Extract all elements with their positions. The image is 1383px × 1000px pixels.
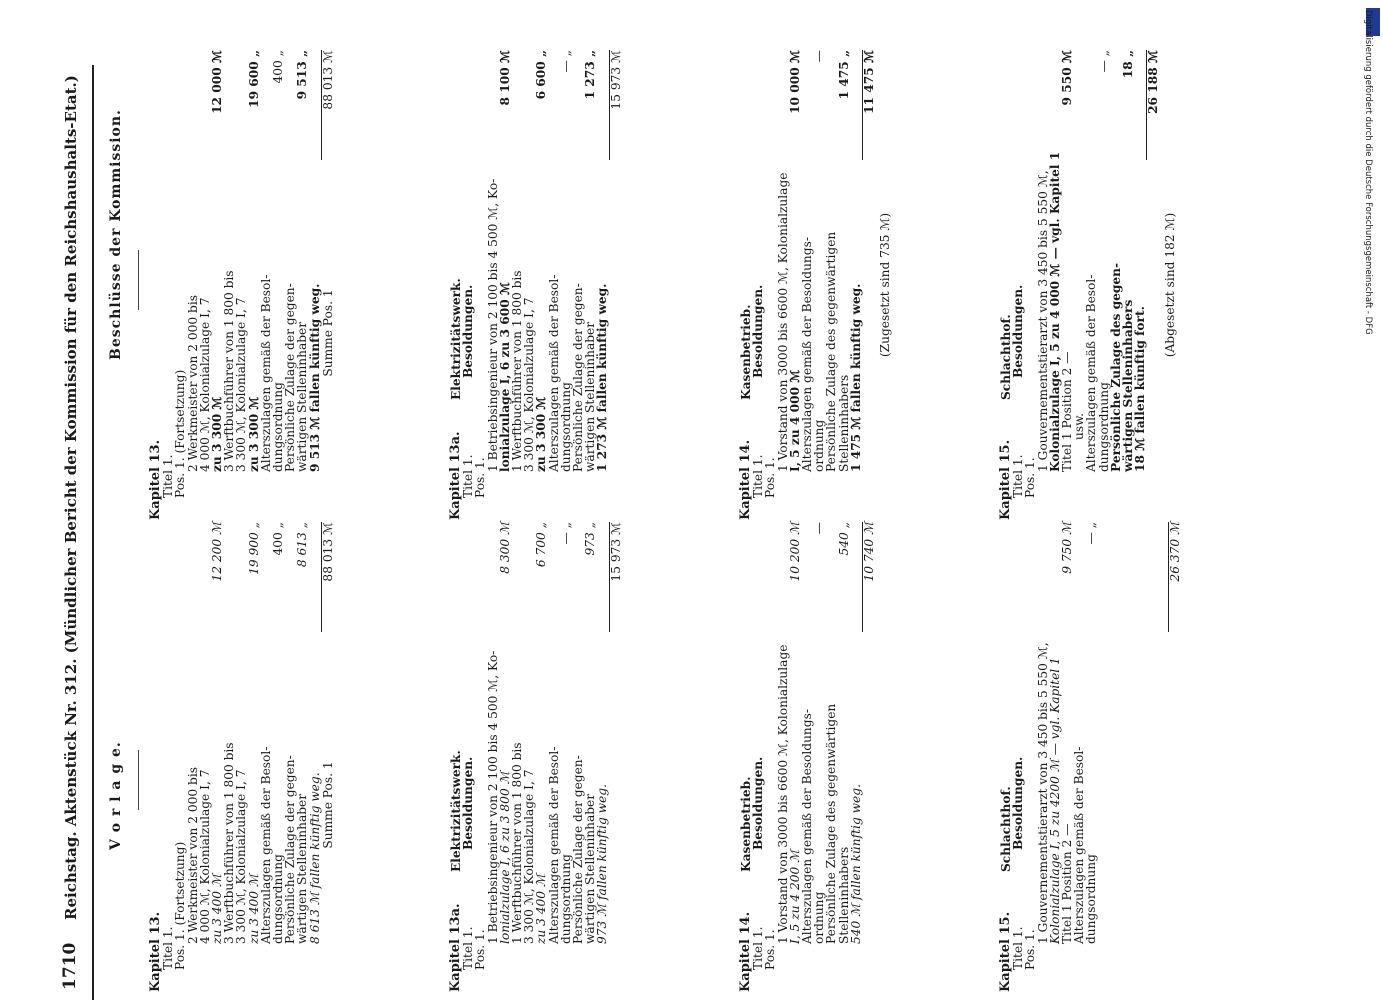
sum-amount: 88 013 ℳ <box>320 522 335 582</box>
subheading: Schlachthof. <box>999 786 1013 872</box>
line: zu 3 300 ℳ <box>210 396 225 472</box>
amount: — „ <box>1096 50 1111 73</box>
line: usw. <box>1072 413 1087 440</box>
line: lonialzulage I, 6 zu 3 800 ℳ <box>497 771 512 944</box>
sum-amount: 88 013 ℳ <box>320 50 335 110</box>
change-note: (Zugesetzt sind 735 ℳ) <box>878 212 893 358</box>
pos-label: Pos. 1. (Fortsetzung) <box>173 841 188 970</box>
header-rule <box>92 65 94 1000</box>
line: Alterszulagen gemäß der Besoldungs- <box>800 709 815 944</box>
amount: — <box>812 522 827 535</box>
left-column-heading: V o r l a g e. <box>108 741 124 850</box>
line: 1 Gouvernementstierarzt von 3 450 bis 5 550 ℳ, <box>1035 170 1050 472</box>
line: Alterszulagen gemäß der Besol- <box>546 746 561 944</box>
sum-label: Summe Pos. 1 <box>320 289 335 377</box>
amount: 1 475 „ <box>836 50 851 100</box>
total-amount: 15 973 ℳ <box>608 522 623 582</box>
line: 4 000 ℳ, Kolonialzulage I, 7 <box>197 297 212 472</box>
line: Alterszulagen gemäß der Besol- <box>258 746 273 944</box>
left-kapitel-15 <box>1000 522 1181 992</box>
line: Titel 1 Position 2 — <box>1060 823 1075 944</box>
line: 3 Werftbuchführer von 1 800 bis <box>222 270 237 472</box>
line: 8 613 ℳ fallen künftig weg. <box>307 772 322 944</box>
amount: 6 700 „ <box>534 522 549 568</box>
line: 973 ℳ fallen künftig weg. <box>595 784 610 944</box>
line: 9 513 ℳ fallen künftig weg. <box>307 283 322 472</box>
line: 2 Werkmeister von 2 000 bis <box>185 295 200 472</box>
line: I, 5 zu 4 200 ℳ <box>787 849 802 944</box>
amount: 12 000 ℳ <box>210 50 225 114</box>
line: Titel 1 Position 2 — <box>1060 351 1075 472</box>
line: Persönliche Zulage der gegen- <box>571 283 586 472</box>
titel-label: Titel 1. <box>751 926 766 970</box>
besoldungen-label: Besoldungen. <box>1011 284 1026 378</box>
line: lonialzulage I, 6 zu 3 600 ℳ <box>497 282 512 472</box>
right-kapitel-13a <box>450 50 622 520</box>
line: 1 Vorstand von 3000 bis 6600 ℳ, Kolonialzulage <box>775 644 790 944</box>
line: zu 3 300 ℳ <box>534 396 549 472</box>
kapitel-heading: Kapitel 13. <box>148 911 163 992</box>
line: wärtigen Stelleninhaber <box>583 321 598 472</box>
digitization-caption <box>1360 10 1374 390</box>
amount: 10 000 ℳ <box>787 50 802 114</box>
line: Alterszulagen gemäß der Besol- <box>258 274 273 472</box>
pos-label: Pos. 1. <box>1023 929 1038 970</box>
amount: 1 273 „ <box>583 50 598 100</box>
pos-label: Pos. 1. (Fortsetzung) <box>173 369 188 498</box>
right-kapitel-15 <box>1000 50 1176 520</box>
besoldungen-label: Besoldungen. <box>461 756 476 850</box>
line: Persönliche Zulage der gegen- <box>283 283 298 472</box>
line: 3 300 ℳ, Kolonialzulage I, 7 <box>522 769 537 944</box>
amount: 9 550 ℳ <box>1060 50 1075 106</box>
besoldungen-label: Besoldungen. <box>751 284 766 378</box>
pos-label: Pos. 1. <box>473 457 488 498</box>
line: zu 3 400 ℳ <box>534 874 549 944</box>
line: Stelleninhabers <box>836 374 851 472</box>
kapitel-heading: Kapitel 13a. <box>448 431 463 520</box>
line: 18 ℳ fallen künftig fort. <box>1133 306 1148 472</box>
line: 1 Vorstand von 3000 bis 6600 ℳ, Kolonialzulage <box>775 172 790 472</box>
pos-label: Pos. 1. <box>763 457 778 498</box>
pos-label: Pos. 1. <box>763 929 778 970</box>
line: Alterszulagen gemäß der Besol- <box>1084 274 1099 472</box>
line: 540 ℳ fallen künftig weg. <box>848 784 863 944</box>
sum-label: Summe Pos. 1 <box>320 761 335 849</box>
amount: 973 „ <box>583 522 598 556</box>
total-amount: 26 370 ℳ <box>1167 522 1182 582</box>
line: Persönliche Zulage der gegen- <box>283 755 298 944</box>
line: zu 3 300 ℳ <box>246 396 261 472</box>
digitization-caption-text: Digitalisierung gefördert durch die Deutsche Forschungsgemeinschaft - DFG <box>1363 10 1373 335</box>
line: Persönliche Zulage des gegen- <box>1108 262 1123 472</box>
line: wärtigen Stelleninhabers <box>1121 299 1136 472</box>
subheading: Elektrizitätswerk. <box>449 750 463 872</box>
line: dungsordnung <box>1084 854 1099 944</box>
right-column-heading: Beschlüsse der Kommission. <box>108 109 124 360</box>
left-kapitel-13a <box>450 522 622 992</box>
amount: 8 300 ℳ <box>497 522 512 574</box>
line: Kolonialzulage I, 5 zu 4200 ℳ — vgl. Kapitel 1 <box>1047 657 1062 944</box>
line: 1 Werftbuchführer von 1 800 bis <box>510 742 525 944</box>
titel-label: Titel 1. <box>1011 454 1026 498</box>
right-kapitel-13 <box>150 50 334 520</box>
amount: — <box>812 50 827 63</box>
left-heading-rule <box>138 750 139 810</box>
line: dungsordnung <box>271 854 286 944</box>
amount: 400 „ <box>271 522 286 556</box>
kapitel-heading: Kapitel 13. <box>148 439 163 520</box>
line: 1 475 ℳ fallen künftig weg. <box>848 283 863 472</box>
line: 1 273 ℳ fallen künftig weg. <box>595 283 610 472</box>
kapitel-heading: Kapitel 13a. <box>448 903 463 992</box>
line: dungsordnung <box>1096 382 1111 472</box>
titel-label: Titel 1. <box>461 926 476 970</box>
besoldungen-label: Besoldungen. <box>1011 756 1026 850</box>
line: wärtigen Stelleninhaber <box>583 793 598 944</box>
subheading: Kasenbetrieb. <box>739 304 753 400</box>
titel-label: Titel 1. <box>161 926 176 970</box>
line: dungsordnung <box>558 854 573 944</box>
total-amount: 26 188 ℳ <box>1146 50 1161 114</box>
titel-label: Titel 1. <box>751 454 766 498</box>
line: dungsordnung <box>558 382 573 472</box>
line: 3 300 ℳ, Kolonialzulage I, 7 <box>522 297 537 472</box>
amount: 400 „ <box>271 50 286 84</box>
titel-label: Titel 1. <box>1011 926 1026 970</box>
page-header <box>60 70 90 1000</box>
line: 3 Werftbuchführer von 1 800 bis <box>222 742 237 944</box>
amount: — „ <box>558 522 573 545</box>
line: Stelleninhabers <box>836 846 851 944</box>
right-heading-rule <box>138 250 139 310</box>
line: ordnung <box>812 891 827 944</box>
amount: 540 „ <box>836 522 851 556</box>
line: wärtigen Stelleninhaber <box>295 321 310 472</box>
besoldungen-label: Besoldungen. <box>751 756 766 850</box>
line: Alterszulagen gemäß der Besol- <box>1072 746 1087 944</box>
line: wärtigen Stelleninhaber <box>295 793 310 944</box>
line: Persönliche Zulage des gegenwärtigen <box>824 703 839 944</box>
page-number: 1710 <box>60 942 80 990</box>
amount: 12 200 ℳ <box>210 522 225 582</box>
line: Persönliche Zulage der gegen- <box>571 755 586 944</box>
line: Kolonialzulage I, 5 zu 4 000 ℳ — vgl. Kapitel 1 <box>1047 151 1062 472</box>
amount: 8 100 ℳ <box>497 50 512 106</box>
besoldungen-label: Besoldungen. <box>461 284 476 378</box>
amount: 19 600 „ <box>246 50 261 108</box>
subheading: Elektrizitätswerk. <box>449 278 463 400</box>
kapitel-heading: Kapitel 14. <box>738 911 753 992</box>
subheading: Kasenbetrieb. <box>739 776 753 872</box>
kapitel-heading: Kapitel 15. <box>998 911 1013 992</box>
amount: — „ <box>1084 522 1099 545</box>
pos-label: Pos. 1. <box>1023 457 1038 498</box>
titel-label: Titel 1. <box>161 454 176 498</box>
kapitel-heading: Kapitel 15. <box>998 439 1013 520</box>
line: ordnung <box>812 419 827 472</box>
titel-label: Titel 1. <box>461 454 476 498</box>
total-amount: 15 973 ℳ <box>608 50 623 110</box>
kapitel-heading: Kapitel 14. <box>738 439 753 520</box>
total-amount: 11 475 ℳ <box>862 50 877 114</box>
pos-label: Pos. 1. <box>473 929 488 970</box>
line: 4 000 ℳ, Kolonialzulage I, 7 <box>197 769 212 944</box>
right-kapitel-14 <box>740 50 891 520</box>
line: dungsordnung <box>271 382 286 472</box>
amount: 6 600 „ <box>534 50 549 100</box>
amount: 19 900 „ <box>246 522 261 575</box>
line: 1 Gouvernementstierarzt von 3 450 bis 5 550 ℳ, <box>1035 642 1050 944</box>
line: I, 5 zu 4 000 ℳ <box>787 369 802 472</box>
line: Alterszulagen gemäß der Besol- <box>546 274 561 472</box>
line: 3 300 ℳ, Kolonialzulage I, 7 <box>234 297 249 472</box>
line: 1 Betriebsingenieur von 2 100 bis 4 500 ℳ, Ko- <box>485 178 500 472</box>
line: 1 Betriebsingenieur von 2 100 bis 4 500 ℳ, Ko- <box>485 650 500 944</box>
left-kapitel-13 <box>150 522 334 992</box>
amount: 10 200 ℳ <box>787 522 802 582</box>
line: 3 300 ℳ, Kolonialzulage I, 7 <box>234 769 249 944</box>
change-note: (Abgesetzt sind 182 ℳ) <box>1162 212 1177 358</box>
amount: 18 „ <box>1121 50 1136 79</box>
amount: 9 513 „ <box>295 50 310 100</box>
amount: 8 613 „ <box>295 522 310 568</box>
total-amount: 10 740 ℳ <box>862 522 877 582</box>
amount: — „ <box>558 50 573 73</box>
line: zu 3 400 ℳ <box>246 874 261 944</box>
running-title: Reichstag. Aktenstück Nr. 312. (Mündlicher Bericht der Kommission für den Reichshaushalts-Etat.) <box>62 75 80 920</box>
amount: 9 750 ℳ <box>1060 522 1075 574</box>
subheading: Schlachthof. <box>999 314 1013 400</box>
left-kapitel-14 <box>740 522 875 992</box>
line: Persönliche Zulage des gegenwärtigen <box>824 231 839 472</box>
line: 2 Werkmeister von 2 000 bis <box>185 767 200 944</box>
line: zu 3 400 ℳ <box>210 874 225 944</box>
line: Alterszulagen gemäß der Besoldungs- <box>800 237 815 472</box>
line: 1 Werftbuchführer von 1 800 bis <box>510 270 525 472</box>
